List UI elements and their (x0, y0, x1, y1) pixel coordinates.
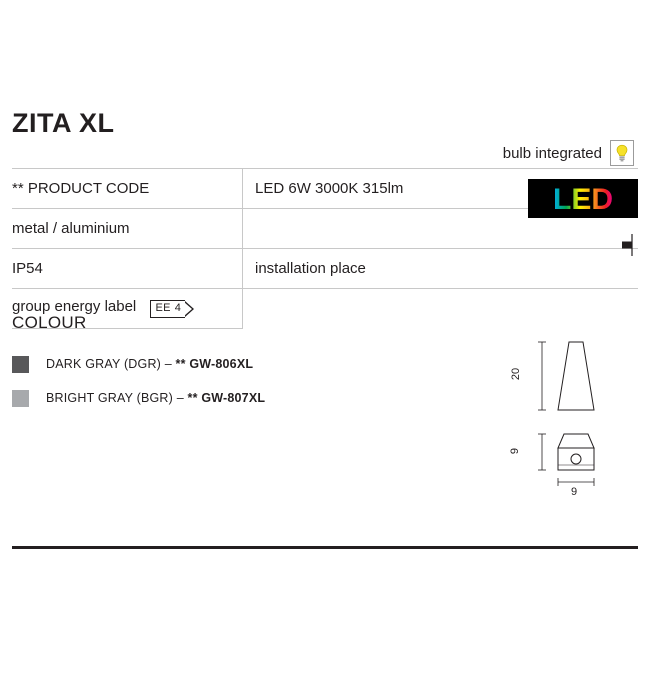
footer-divider (12, 546, 638, 549)
dimension-top-height: 9 (509, 447, 522, 455)
energy-class-value: 4 (174, 302, 182, 315)
page-title: ZITA XL (12, 108, 115, 138)
spec-value-installation-place: installation place (243, 249, 639, 289)
dimension-top-width: 9 (571, 486, 578, 498)
bulb-icon (610, 140, 634, 166)
installation-place-icon (612, 232, 638, 258)
colour-item-name: DARK GRAY (DGR) – (46, 357, 176, 371)
colour-swatch-bright-gray (12, 390, 29, 407)
spec-value-light-source: LED 6W 3000K 315lm (243, 169, 639, 209)
energy-class-letter: EE (155, 302, 171, 315)
bulb-integrated-note (503, 140, 634, 166)
list-item (12, 350, 265, 378)
colour-options-list (12, 350, 265, 418)
dimension-side-height: 20 (510, 367, 523, 381)
bulb-integrated-label: bulb integrated (502, 144, 602, 162)
led-logo-text: LED (553, 182, 613, 216)
spec-value-empty-2 (243, 289, 639, 329)
led-logo (528, 179, 638, 218)
colour-swatch-dark-gray (12, 356, 29, 373)
colour-item-label (46, 391, 265, 405)
table-row (12, 249, 638, 289)
colour-item-code: ** GW-806XL (175, 357, 254, 371)
energy-label-text: group energy label (12, 298, 137, 316)
technical-drawings (506, 330, 636, 520)
list-item (12, 384, 265, 412)
energy-class-badge (150, 300, 194, 318)
colour-item-label (46, 357, 253, 371)
spec-label-ip-rating: IP54 (12, 249, 243, 289)
table-row (12, 289, 638, 329)
energy-chip-arrow-icon (185, 301, 194, 317)
colour-item-code: ** GW-807XL (187, 391, 266, 405)
spec-label-product-code: ** PRODUCT CODE (12, 169, 243, 209)
colour-section-heading: COLOUR (12, 313, 87, 332)
spec-label-material: metal / aluminium (12, 209, 243, 249)
colour-item-name: BRIGHT GRAY (BGR) – (46, 391, 188, 405)
